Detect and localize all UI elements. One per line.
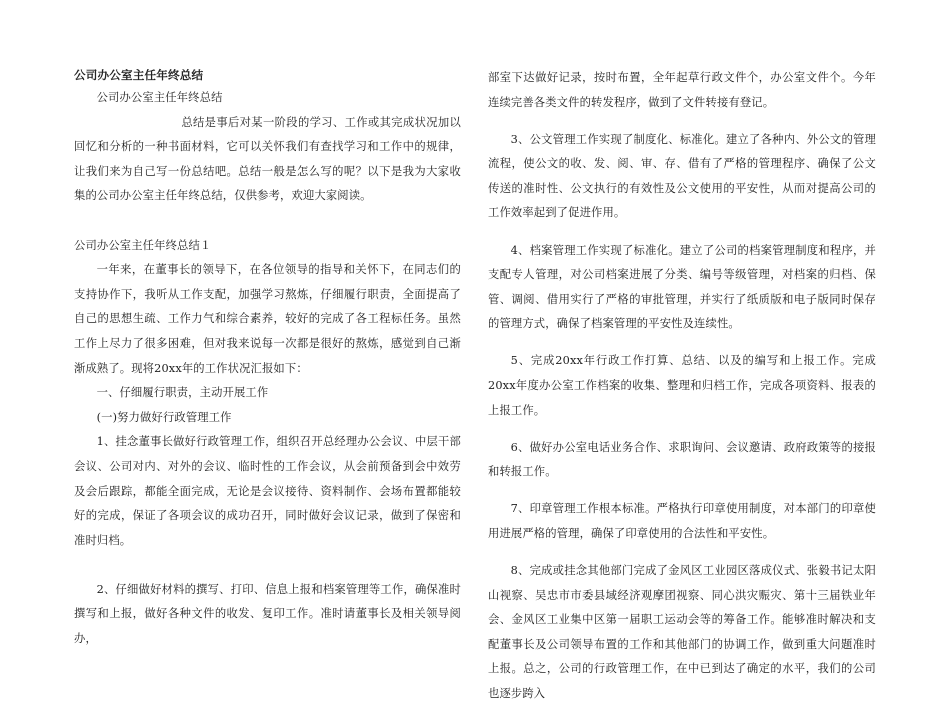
right-column: [488, 66, 876, 707]
body-paragraph: 部室下达做好记录，按时布置，全年起草行政文件个，办公室文件个。今年连续完善各类文件的转发程序，做到了文件转接有登记。: [488, 71, 876, 109]
body-paragraph: 一年来，在董事长的领导下，在各位领导的指导和关怀下，在同志们的支持协作下，我听从工作支配，加强学习熬炼，仔细履行职责，全面提高了自己的思想生疏、工作力气和综合素养，较好的完成了各工程标任务。虽然工作上尽力了很多困难，但对我来说每一次都是很好的熬炼，感觉到自己渐渐成熟了。现将20xx年的工作状况汇报如下：: [74, 263, 461, 375]
intro-paragraph: 总结是事后对某一阶段的学习、工作或其完成状况加以回忆和分析的一种书面材料，它可以关怀我们有查找学习和工作中的规律，让我们来为自己写一份总结吧。总结一般是怎么写的呢？以下是我为大家收集的公司办公室主任年终总结，仅供参考，欢迎大家阅读。: [74, 115, 461, 203]
body-paragraph: 1、挂念董事长做好行政管理工作，组织召开总经理办公会议、中层干部会议、公司对内、对外的会议、临时性的工作会议，从会前预备到会中效劳及会后跟踪，都能全面完成，无论是会议接待、资料制作、会场布置都能较好的完成，保证了各项会议的成功召开，同时做好会议记录，做到了保密和准时归档。: [74, 435, 461, 547]
body-paragraph: 3、公文管理工作实现了制度化、标准化。建立了各种内、外公文的管理流程，使公文的收、发、阅、审、存、借有了严格的管理程序、确保了公文传送的准时性、公文执行的有效性及公文使用的平安性，从而对提高公司的工作效率起到了促进作用。: [488, 132, 876, 220]
body-paragraph: 4、档案管理工作实现了标准化。建立了公司的档案管理制度和程序，并支配专人管理，对公司档案进展了分类、编号等级管理，对档案的归档、保管、调阅、借用实行了严格的审批管理，并实行了纸质版和电子版同时保存的管理方式，确保了档案管理的平安性及连续性。: [488, 243, 876, 331]
section-heading: 公司办公室主任年终总结１: [74, 238, 212, 252]
document-title: 公司办公室主任年终总结: [74, 68, 204, 82]
body-paragraph: 5、完成20xx年行政工作打算、总结、以及的编写和上报工作。完成20xx年度办公室工作档案的收集、整理和归档工作，完成各项资料、报表的上报工作。: [488, 354, 876, 417]
subtitle-paragraph: 公司办公室主任年终总结: [96, 91, 223, 104]
body-paragraph: 6、做好办公室电话业务合作、求职询问、会议邀请、政府政策等的接报和转报工作。: [488, 440, 876, 479]
body-paragraph: 2、仔细做好材料的撰写、打印、信息上报和档案管理等工作，确保准时撰写和上报，做好各种文件的收发、复印工作。准时请董事长及相关领导阅办，: [74, 582, 461, 646]
left-column: [74, 66, 461, 652]
spacer: [74, 553, 461, 578]
heading-level-2: (一)努力做好行政管理工作: [96, 410, 232, 424]
body-paragraph: 8、完成或挂念其他部门完成了金风区工业园区落成仪式、张毅书记太阳山视察、吴忠市市委县域经济观摩团视察、同心洪灾赈灾、第十三届铁业年会、金风区工业集中区第一届职工运动会等的筹备工作。能够准时解决和支配董事长及公司领导布置的工作和其他部门的协调工作，做到重大问题准时上报。总之，公司的行政管理工作，在中已到达了确定的水平，我们的公司也逐步跨入: [488, 564, 876, 701]
body-paragraph: 7、印章管理工作根本标准。严格执行印章使用制度，对本部门的印章使用进展严格的管理，确保了印章使用的合法性和平安性。: [488, 502, 876, 540]
spacer: [74, 209, 461, 234]
heading-level-1: 一、仔细履行职责，主动开展工作: [96, 386, 269, 400]
